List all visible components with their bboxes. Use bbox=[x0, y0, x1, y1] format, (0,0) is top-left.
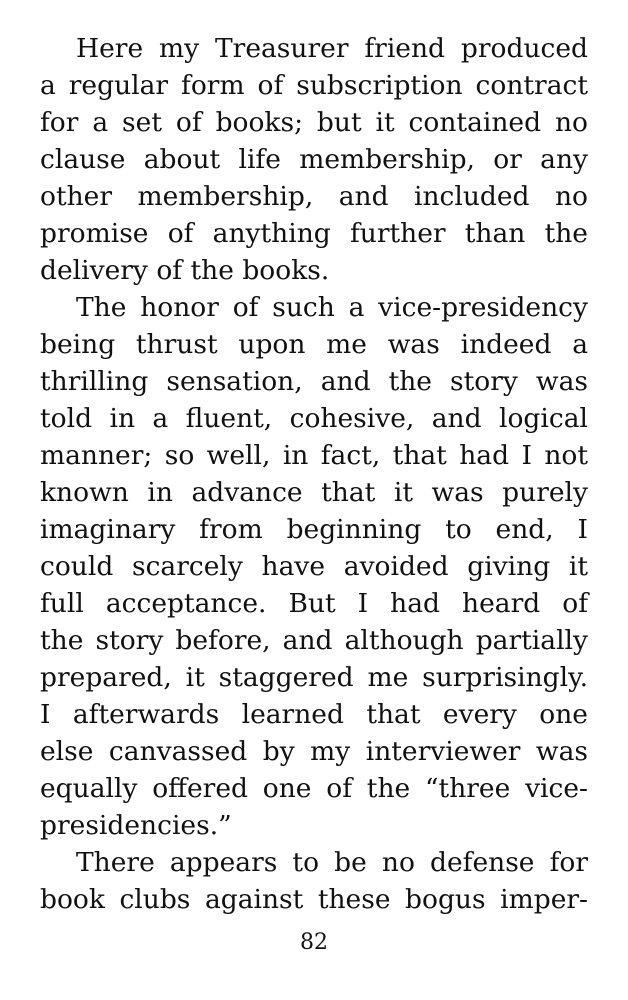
text-line: imaginary from beginning to end, I bbox=[40, 514, 588, 545]
text-line: thrilling sensation, and the story was bbox=[40, 366, 588, 397]
text-line: I afterwards learned that every one bbox=[40, 699, 588, 730]
text-line: presidencies.” bbox=[40, 810, 232, 841]
text-line: full acceptance. But I had heard of bbox=[40, 588, 588, 619]
text-line: There appears to be no defense for bbox=[76, 847, 588, 878]
text-line: equally offered one of the “three vice- bbox=[40, 773, 588, 804]
text-line: promise of anything further than the bbox=[40, 218, 588, 249]
text-line: Here my Treasurer friend produced bbox=[76, 33, 588, 64]
text-line: a regular form of subscription contract bbox=[40, 70, 588, 101]
text-line: told in a fluent, cohesive, and logical bbox=[40, 403, 588, 434]
text-line: The honor of such a vice-presidency bbox=[76, 292, 588, 323]
text-line: could scarcely have avoided giving it bbox=[40, 551, 588, 582]
text-line: known in advance that it was purely bbox=[40, 477, 588, 508]
text-line: being thrust upon me was indeed a bbox=[40, 329, 588, 360]
text-line: for a set of books; but it contained no bbox=[40, 107, 588, 138]
text-line: prepared, it staggered me surprisingly. bbox=[40, 662, 588, 693]
text-line: the story before, and although partially bbox=[40, 625, 588, 656]
page-number: 82 bbox=[300, 930, 328, 955]
text-line: else canvassed by my interviewer was bbox=[40, 736, 588, 767]
text-line: manner; so well, in fact, that had I not bbox=[40, 440, 588, 471]
text-line: delivery of the books. bbox=[40, 255, 330, 286]
text-line: book clubs against these bogus imper- bbox=[40, 884, 588, 915]
text-line: clause about life membership, or any bbox=[40, 144, 588, 175]
text-line: other membership, and included no bbox=[40, 181, 588, 212]
